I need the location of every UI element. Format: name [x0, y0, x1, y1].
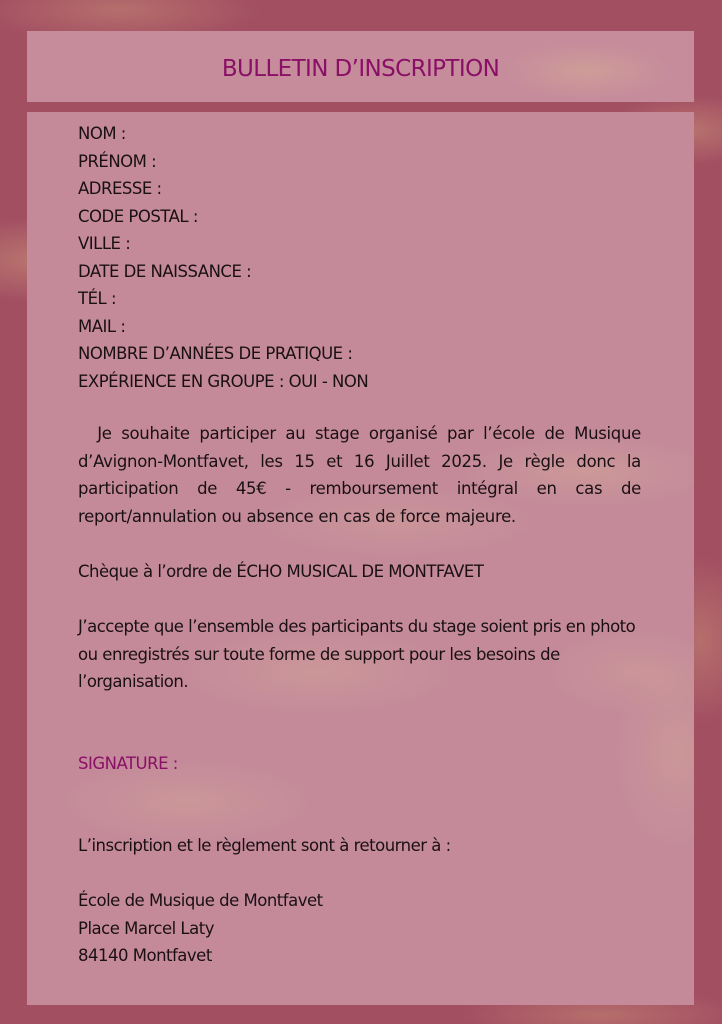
field-annees-pratique: NOMBRE D’ANNÉES DE PRATIQUE : [78, 344, 353, 363]
field-prenom: PRÉNOM : [78, 151, 157, 171]
title-banner [27, 31, 694, 102]
signature-label: SIGNATURE : [78, 754, 178, 773]
page-title: BULLETIN D’INSCRIPTION [221, 55, 500, 82]
field-experience-groupe: EXPÉRIENCE EN GROUPE : OUI - NON [78, 371, 369, 391]
participation-paragraph [78, 420, 641, 530]
participation-text: Je souhaite participer au stage organisé par l’école de Musique d’Avignon-Montfavet, les 15 et 16 Juillet 2025. Je règle donc la participation de 45€ - remboursement intégral en cas de report/annulation ou absence en cas de force majeure. [78, 424, 641, 526]
return-address [78, 887, 641, 970]
form-fields [78, 120, 641, 395]
field-ville: VILLE : [78, 234, 131, 253]
field-tel: TÉL : [78, 289, 117, 308]
address-line-street: Place Marcel Laty [78, 918, 214, 938]
consent-paragraph: J’accepte que l’ensemble des participants du stage soient pris en photo ou enregistrés sur toute forme de support pour les besoins de l’organisation. [78, 617, 636, 691]
field-date-naissance: DATE DE NAISSANCE : [78, 261, 252, 281]
field-code-postal: CODE POSTAL : [78, 206, 198, 226]
cheque-instruction: Chèque à l’ordre de ÉCHO MUSICAL DE MONTFAVET [78, 562, 484, 581]
field-mail: MAIL : [78, 316, 126, 336]
field-nom: NOM : [78, 124, 126, 143]
address-line-city: 84140 Montfavet [78, 946, 212, 965]
form-panel [27, 112, 694, 1005]
address-line-school: École de Musique de Montfavet [78, 891, 323, 910]
field-adresse: ADRESSE : [78, 179, 162, 198]
return-instruction: L’inscription et le règlement sont à retourner à : [78, 836, 451, 855]
